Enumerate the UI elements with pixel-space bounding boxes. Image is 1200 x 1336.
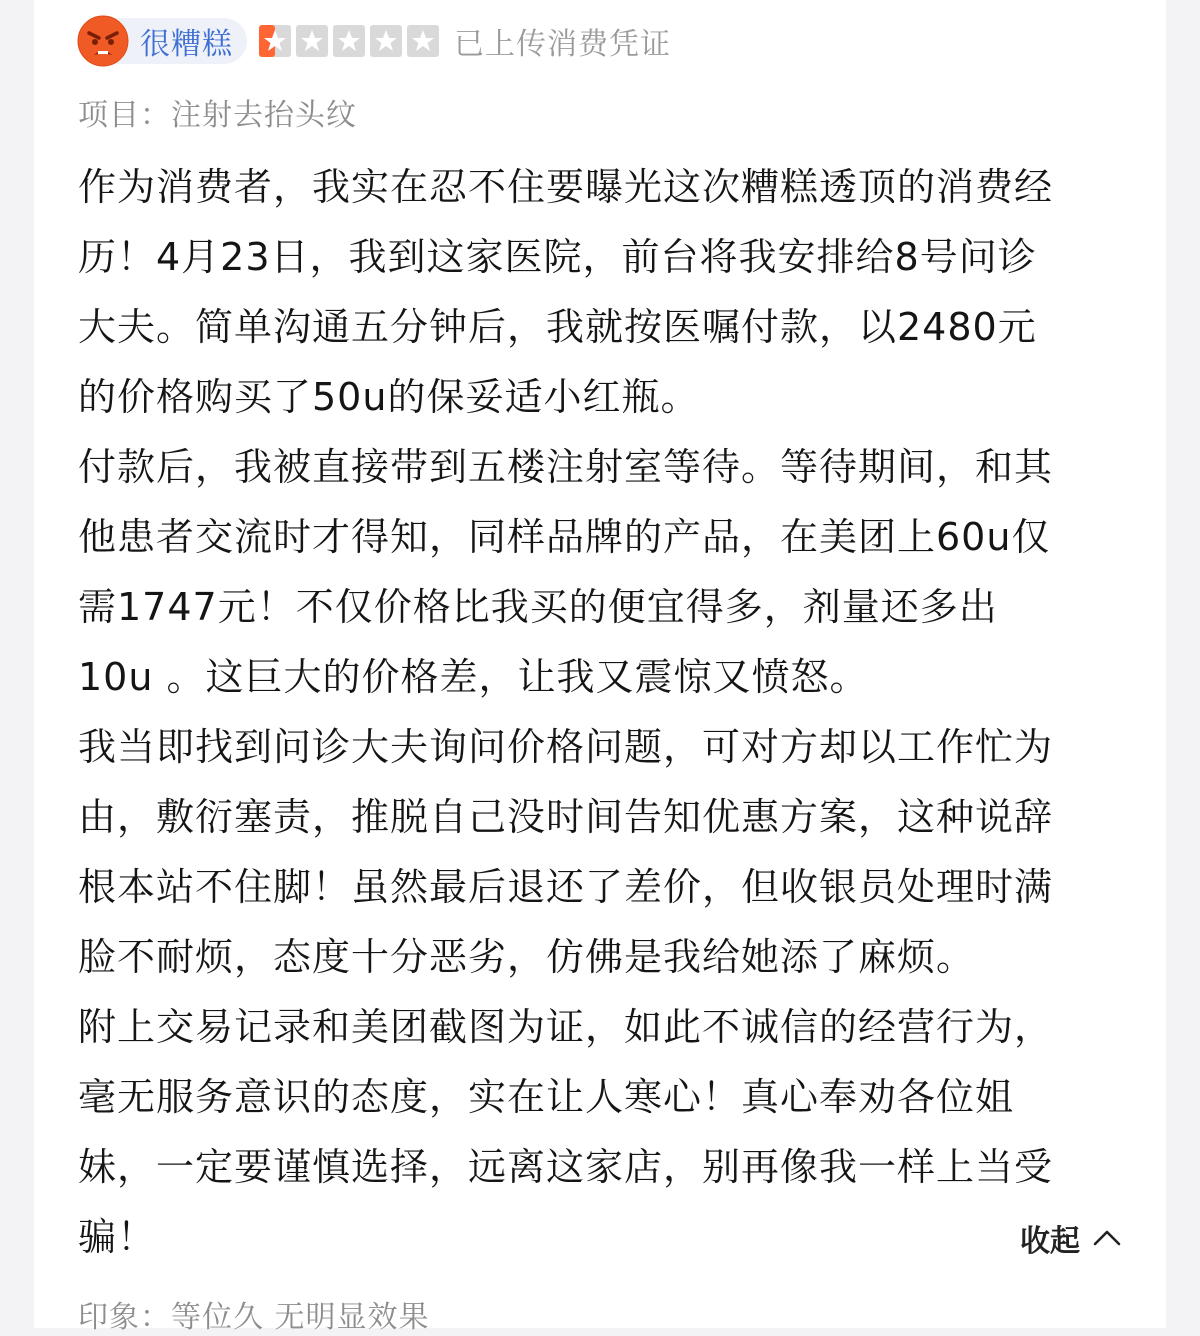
project-line (78, 90, 357, 134)
review-paragraph: 作为消费者，我实在忍不住要曝光这次糟糕透顶的消费经 历！4月23日，我到这家医院，前台将我安排给8号问诊 大夫。简单沟通五分钟后，我就按医嘱付款，以2480元 的价格购买了50u的保妥适小红瓶。 (78, 165, 1054, 419)
mood-badge (78, 18, 247, 64)
collapse-button[interactable] (1020, 1216, 1122, 1260)
angry-face-icon (76, 14, 130, 68)
star-icon (259, 25, 291, 57)
star-icon (296, 25, 328, 57)
collapse-label: 收起 (1020, 1224, 1080, 1259)
review-paragraph: 付款后，我被直接带到五楼注射室等待。等待期间，和其 他患者交流时才得知，同样品牌的产品，在美团上60u仅 需1747元！不仅价格比我买的便宜得多，剂量还多出 10u 。这巨大的价格差，让我又震惊又愤怒。 (78, 445, 1054, 699)
upload-proof-note: 已上传消费凭证 (454, 27, 671, 62)
project-label: 项目： (78, 98, 171, 133)
review-paragraph: 我当即找到问诊大夫询问价格问题，可对方却以工作忙为 由，敷衍塞责，推脱自己没时间告知优惠方案，这种说辞 根本站不住脚！虽然最后退还了差价，但收银员处理时满 脸不耐烦，态度十分恶劣，仿佛是我给她添了麻烦。 (78, 725, 1054, 979)
review-card (34, 0, 1166, 1335)
star-icon (407, 25, 439, 57)
star-icon (333, 25, 365, 57)
impression-label: 印象： (78, 1300, 171, 1335)
impression-line (78, 1292, 430, 1336)
project-value: 注射去抬头纹 (171, 98, 357, 133)
review-header (78, 14, 671, 68)
star-icon (370, 25, 402, 57)
rating-stars (259, 25, 444, 57)
review-paragraph: 附上交易记录和美团截图为证，如此不诚信的经营行为， 毫无服务意识的态度，实在让人寒心！真心奉劝各位姐 妹，一定要谨慎选择，远离这家店，别再像我一样上当受 骗！ (78, 1005, 1054, 1259)
mood-label: 很糟糕 (140, 27, 233, 62)
impression-value: 等位久 无明显效果 (171, 1300, 430, 1335)
review-body (78, 152, 1128, 1272)
chevron-up-icon (1092, 1223, 1122, 1253)
